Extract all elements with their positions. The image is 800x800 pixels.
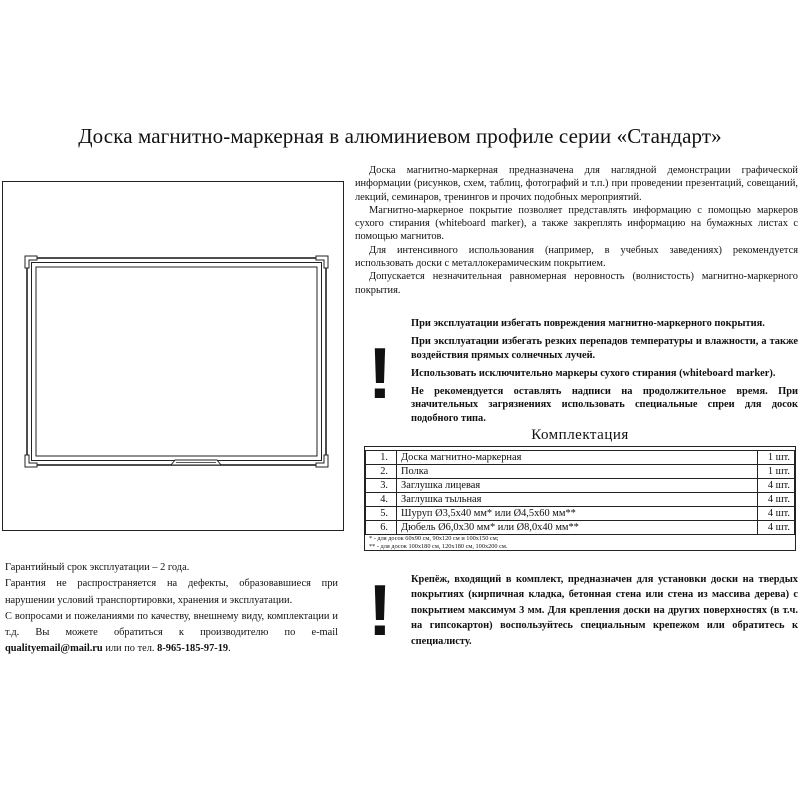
warning-item: Не рекомендуется оставлять надписи на продолжительное время. При значительных загрязнениях использовать специальные спреи для досок подобного типа. xyxy=(411,386,798,424)
contact-text: . xyxy=(228,643,231,655)
item-quantity: 4 шт. xyxy=(758,507,795,521)
kit-table-box xyxy=(364,446,796,551)
item-quantity: 1 шт. xyxy=(758,451,795,465)
item-name: Шуруп Ø3,5х40 мм* или Ø4,5х60 мм** xyxy=(397,507,758,521)
item-name: Дюбель Ø6,0х30 мм* или Ø8,0х40 мм** xyxy=(397,521,758,535)
item-name: Доска магнитно-маркерная xyxy=(397,451,758,465)
contact-text: или по тел. xyxy=(105,643,155,655)
description-paragraph: Доска магнитно-маркерная предназначена для наглядной демонстрации графической информации (рисунков, схем, таблиц, фотографий и т.п.) при проведении презентаций, совещаний, лекций, семинаров, тренингов и прочих подобных мероприятий. xyxy=(355,165,798,203)
exclamation-icon: ! xyxy=(368,571,392,651)
whiteboard-drawing xyxy=(3,182,343,530)
description-text xyxy=(355,164,798,297)
item-quantity: 1 шт. xyxy=(758,465,795,479)
row-number: 5. xyxy=(366,507,397,521)
mounting-warning: Крепёж, входящий в комплект, предназначен для установки доски на твердых покрытиях (кирпичная кладка, бетонная стена или стена из массива дерева) с покрытием максимум 3 мм. Для крепления доски на других поверхностях (в т.ч. на гипсокартон) воспользуйтесь специальным крепежом или обратитесь к специалисту. xyxy=(411,574,798,647)
guarantee-exclusions: Гарантия не распространяется на дефекты, образовавшиеся при нарушении условий транспортировки, хранения и эксплуатации. xyxy=(5,578,338,606)
table-row xyxy=(366,479,795,493)
table-row xyxy=(366,507,795,521)
table-row xyxy=(366,521,795,535)
guarantee-text xyxy=(5,560,338,658)
description-paragraph: Для интенсивного использования (например, в учебных заведениях) рекомендуется использовать доски с металлокерамическим покрытием. xyxy=(355,244,798,270)
item-quantity: 4 шт. xyxy=(758,521,795,535)
exclamation-icon: ! xyxy=(368,334,392,414)
warning-item: При эксплуатации избегать повреждения магнитно-маркерного покрытия. xyxy=(411,318,765,329)
item-name: Заглушка тыльная xyxy=(397,493,758,507)
item-quantity: 4 шт. xyxy=(758,493,795,507)
table-row xyxy=(366,493,795,507)
kit-table xyxy=(365,450,795,535)
kit-title: Комплектация xyxy=(531,427,629,443)
description-paragraph: Допускается незначительная равномерная неровность (волнистость) магнитно-маркерного покрытия. xyxy=(355,271,798,296)
row-number: 4. xyxy=(366,493,397,507)
table-row xyxy=(366,451,795,465)
contact-info xyxy=(5,609,338,658)
footnote: * - для досок 60х90 см, 90х120 см и 100х150 см; xyxy=(369,535,499,542)
description-paragraph: Магнитно-маркерное покрытие позволяет представлять информацию с помощью маркеров сухого стирания (whiteboard marker), а также закреплять информацию на бумажных листах с помощью магнитов. xyxy=(355,204,798,243)
row-number: 1. xyxy=(366,451,397,465)
table-row xyxy=(366,465,795,479)
item-name: Полка xyxy=(397,465,758,479)
row-number: 6. xyxy=(366,521,397,535)
contact-text: С вопросами и пожеланиями по качеству, внешнему виду, комплектации и т.д. Вы можете обратиться к производителю по e-mail xyxy=(5,610,338,639)
usage-warnings xyxy=(411,317,798,430)
kit-footnotes xyxy=(369,535,508,551)
whiteboard-illustration-frame xyxy=(2,181,344,531)
page-title: Доска магнитно-маркерная в алюминиевом профиле серии «Стандарт» xyxy=(78,124,722,148)
contact-phone: 8-965-185-97-19 xyxy=(157,643,229,655)
footnote: ** - для досок 100х180 см, 120х180 см, 100х200 см. xyxy=(369,543,508,550)
item-name: Заглушка лицевая xyxy=(397,479,758,493)
guarantee-period: Гарантийный срок эксплуатации – 2 года. xyxy=(5,562,190,573)
contact-email: qualityemail@mail.ru xyxy=(5,643,103,655)
item-quantity: 4 шт. xyxy=(758,479,795,493)
row-number: 2. xyxy=(366,465,397,479)
warning-item: При эксплуатации избегать резких перепадов температуры и влажности, а также воздействия прямых солнечных лучей. xyxy=(411,336,798,361)
row-number: 3. xyxy=(366,479,397,493)
warning-item: Использовать исключительно маркеры сухого стирания (whiteboard marker). xyxy=(411,367,776,379)
